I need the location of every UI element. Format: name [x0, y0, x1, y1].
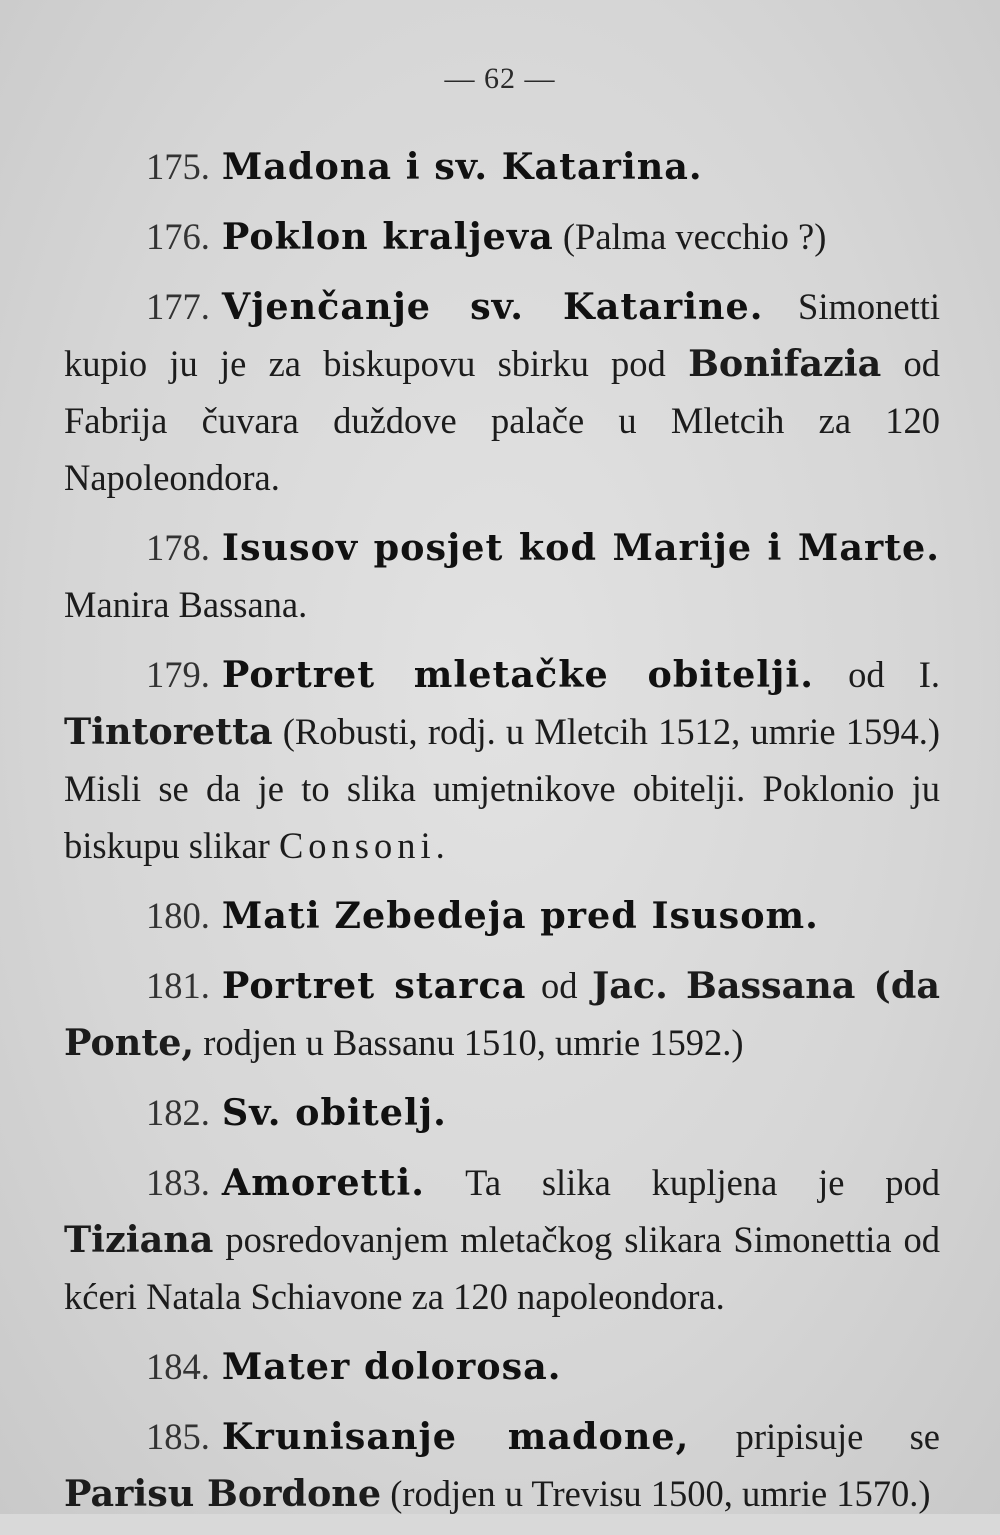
entry-title: Isusov posjet kod Marije i Marte. — [221, 526, 940, 569]
entry-number: 177. — [146, 286, 210, 327]
entry-title: Portret starca — [221, 964, 527, 1007]
entry-text: od I. — [813, 654, 941, 695]
entry-number: 178. — [146, 527, 210, 568]
artist-name: Tintoretta — [64, 710, 273, 753]
entry-text-continued: od Fabrija čuvara duždove palače u Mletcih za 120 Napoleondora. — [64, 343, 941, 498]
entry-title: Madona i sv. Katarina. — [221, 145, 703, 188]
entry-text: Manira Bassana. — [64, 584, 308, 625]
entry-number: 181. — [146, 965, 210, 1006]
entry-181 — [64, 957, 940, 1071]
entry-175 — [64, 138, 940, 195]
artist-name: Tiziana — [64, 1218, 214, 1261]
entry-176 — [64, 208, 940, 265]
entry-number: 175. — [146, 146, 210, 187]
entry-number: 184. — [146, 1346, 210, 1387]
page-number: — 62 — — [444, 62, 556, 95]
entry-number: 183. — [146, 1162, 210, 1203]
artist-name: Bonifazia — [688, 342, 882, 385]
entry-title: Vjenčanje sv. Katarine. — [221, 285, 764, 328]
entry-184 — [64, 1338, 940, 1395]
entry-title: Sv. obitelj. — [221, 1091, 447, 1134]
entry-number: 185. — [146, 1416, 210, 1457]
entry-185 — [64, 1408, 940, 1522]
entry-text-end: . — [435, 825, 445, 866]
catalogue-text — [64, 138, 940, 1535]
entry-text-continued: (Robusti, rodj. u Mletcih 1512, umrie 1594.) Misli se da je to slika umjetnikove obitelji. Poklonio ju biskupu slikar — [64, 711, 940, 866]
entry-179 — [64, 646, 940, 874]
artist-name: Parisu Bordone — [64, 1472, 382, 1515]
entry-title: Amoretti. — [221, 1161, 425, 1204]
entry-182 — [64, 1084, 940, 1141]
entry-text-continued: posredovanjem mletačkog slikara Simonettia od kćeri Natala Schiavone za 120 napoleondora. — [64, 1219, 940, 1317]
entry-text: od — [526, 965, 592, 1006]
entry-title: Portret mletačke obitelji. — [221, 653, 814, 696]
entry-text-continued: (rodjen u Trevisu 1500, umrie 1570.) — [381, 1473, 931, 1514]
entry-number: 179. — [146, 654, 210, 695]
entry-text: (Palma vecchio ?) — [553, 216, 827, 257]
artist-name: Jac. Bassana (da Ponte, — [64, 964, 940, 1064]
entry-177 — [64, 278, 940, 506]
entry-number: 180. — [146, 895, 210, 936]
entry-title: Mati Zebedeja pred Isusom. — [221, 894, 819, 937]
entry-title: Mater dolorosa. — [221, 1345, 562, 1388]
entry-text-continued: rodjen u Bassanu 1510, umrie 1592.) — [194, 1022, 744, 1063]
entry-title: Krunisanje madone, — [221, 1415, 690, 1458]
entry-number: 176. — [146, 216, 210, 257]
entry-text: Simonetti kupio ju je za biskupovu sbirku pod — [64, 286, 940, 384]
donor-name: Consoni — [278, 825, 436, 866]
entry-text: pripisuje se — [689, 1416, 941, 1457]
entry-text: Ta slika kupljena je pod — [424, 1162, 940, 1203]
entry-title: Poklon kraljeva — [221, 215, 554, 258]
entry-178 — [64, 519, 940, 633]
entry-number: 182. — [146, 1092, 210, 1133]
entry-180 — [64, 887, 940, 944]
entry-183 — [64, 1154, 940, 1325]
